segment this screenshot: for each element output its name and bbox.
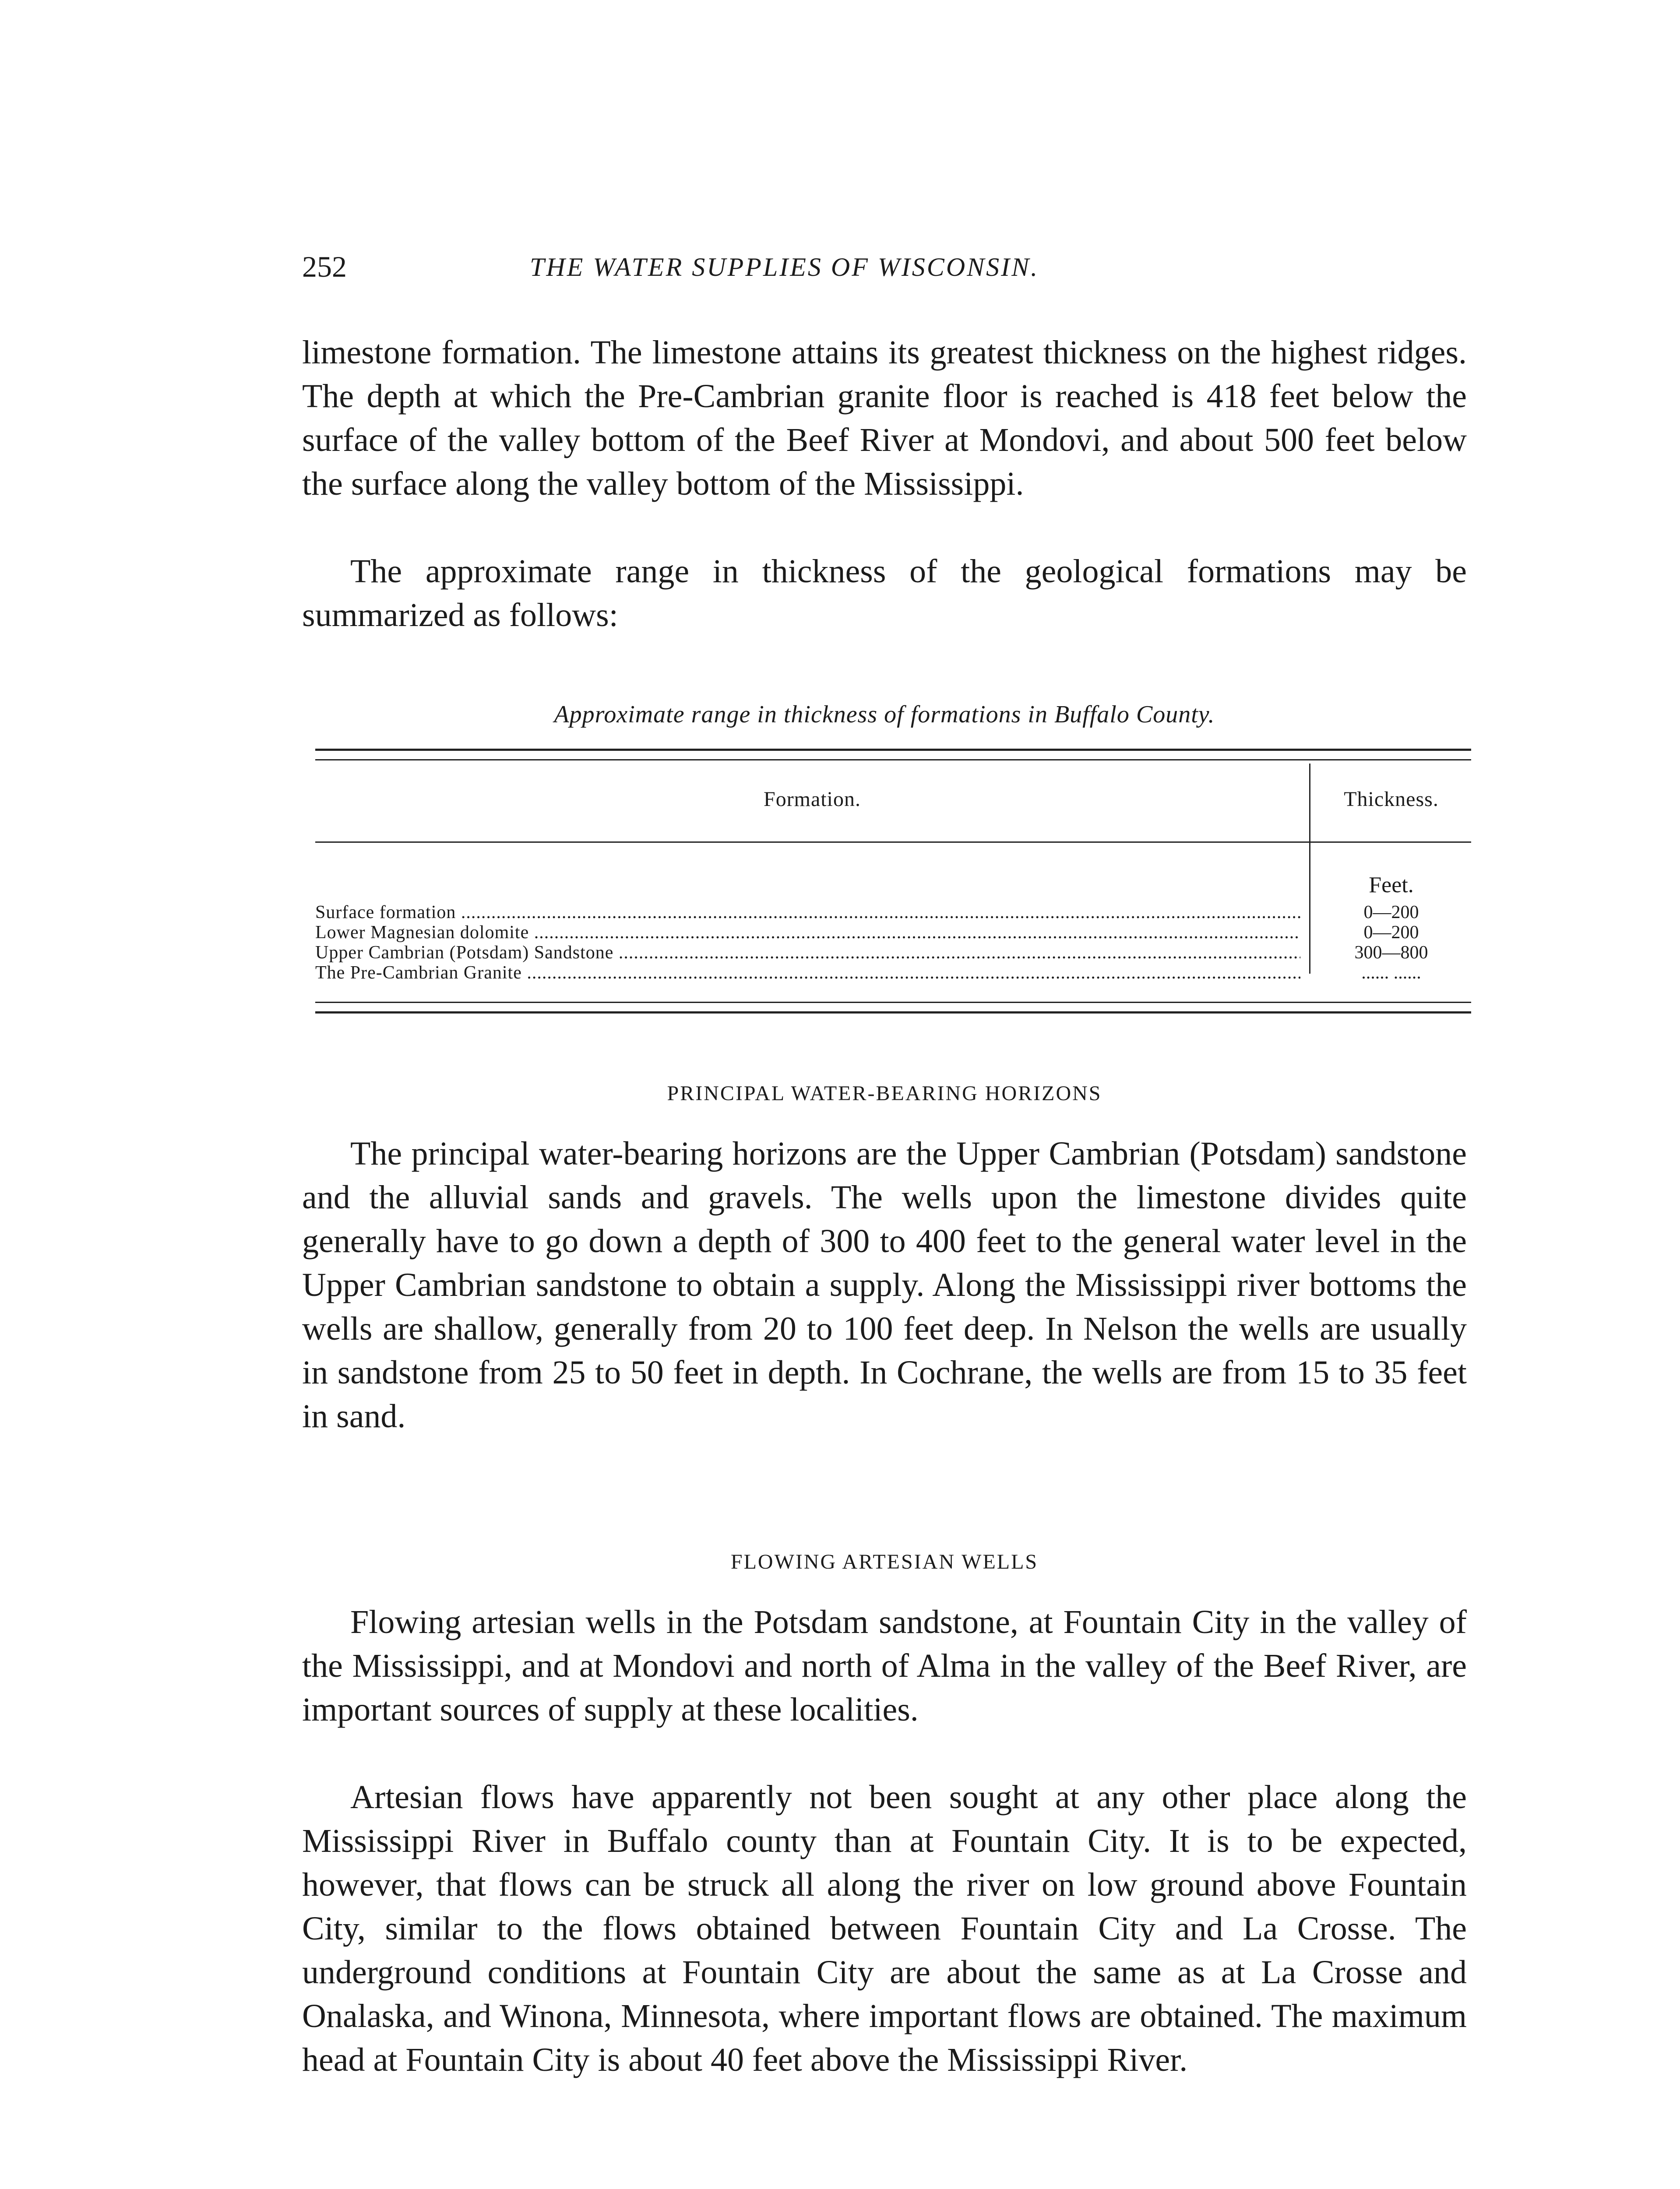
table-bottom-rule [315,1011,1471,1014]
paragraph-5 [302,1775,1467,2082]
paragraph-3 [302,1132,1467,1438]
section-heading-water-bearing-horizons: PRINCIPAL WATER-BEARING HORIZONS [667,1082,1102,1105]
column-header-thickness: Thickness. [1344,788,1439,811]
paragraph-text: The principal water-bearing horizons are the Upper Cambrian (Potsdam) sandstone and the alluvial sands and gravels. The wells upon the limestone divides quite generally have to go down a depth of 300 to 400 feet to the general water level in the Upper Cambrian sandstone to obtain a supply. Along the Mississippi river bottoms the wells are shallow, generally from 20 to 100 feet deep. In Nelson the wells are usually in sandstone from 25 to 50 feet in depth. In Cochrane, the wells are from 15 to 35 feet in sand. [302,1135,1467,1435]
paragraph-2 [302,549,1467,637]
table-top-rule-inner [315,759,1471,760]
table-row [315,943,1471,962]
formation-thickness-table [315,749,1471,1022]
paragraph-text: Flowing artesian wells in the Potsdam sandstone, at Fountain City in the valley of the Mississippi, and at Mondovi and north of Alma in the valley of the Beef River, are important sources of supply at these localities. [302,1604,1467,1728]
table-row [315,903,1471,922]
column-header-formation: Formation. [764,788,861,811]
row-formation: Upper Cambrian (Potsdam) Sandstone ..... [315,943,1300,962]
paragraph-text: limestone formation. The limestone attains its greatest thickness on the highest ridges. The depth at which the Pre-Cambrian granite floor is reached is 418 feet below the surface of the valley bottom of the Beef River at Mondovi, and about 500 feet below the surface along the valley bottom of the Mississippi. [302,334,1467,502]
table-header-rule [315,841,1471,843]
paragraph-text: Artesian flows have apparently not been sought at any other place along the Mississippi River in Buffalo county than at Fountain City. It is to be expected, however, that flows can be struck all along the river on low ground above Fountain City, similar to the flows obtained between Fountain City and La Crosse. The underground conditions at Fountain City are about the same as at La Crosse and Onalaska, and Winona, Minnesota, where important flows are obtained. The maximum head at Fountain City is about 40 feet above the Mississippi River. [302,1779,1467,2078]
unit-label: Feet. [1369,873,1414,897]
paragraph-text: The approximate range in thickness of the geological formations may be summarized as follows: [302,553,1467,633]
table-bottom-rule-inner [315,1002,1471,1003]
row-thickness: 0—200 [1363,922,1419,943]
row-formation: The Pre-Cambrian Granite ..... [315,963,1300,982]
paragraph-4 [302,1600,1467,1731]
paragraph-1 [302,331,1467,506]
row-formation: Lower Magnesian dolomite ..... [315,923,1300,942]
row-thickness: ...... ...... [1361,963,1421,983]
table-top-rule [315,749,1471,751]
section-heading-flowing-artesian-wells: FLOWING ARTESIAN WELLS [730,1550,1039,1573]
running-head: THE WATER SUPPLIES OF WISCONSIN. [530,253,1039,282]
table-column-divider [1309,764,1310,974]
page-number: 252 [302,250,347,283]
row-formation: Surface formation ..... [315,903,1300,922]
table-row [315,923,1471,942]
table-caption: Approximate range in thickness of formations in Buffalo County. [554,701,1215,728]
page-header [302,250,1467,285]
row-thickness: 0—200 [1363,902,1419,922]
table-row [315,963,1471,982]
row-thickness: 300—800 [1354,943,1428,963]
